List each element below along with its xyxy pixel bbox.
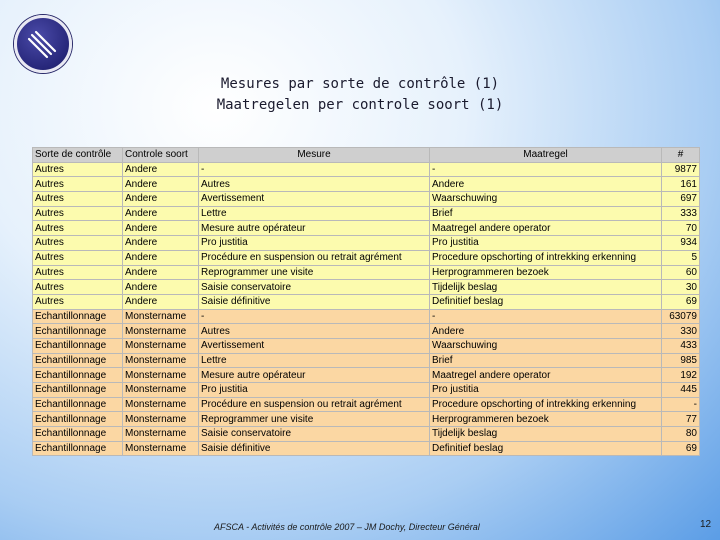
table-row	[33, 221, 700, 236]
cell-count: 697	[662, 192, 700, 207]
cell-maatregel: Herprogrammeren bezoek	[430, 412, 662, 427]
cell-mesure: Reprogrammer une visite	[199, 412, 430, 427]
cell-controle-soort: Monstername	[123, 338, 199, 353]
cell-mesure: Autres	[199, 177, 430, 192]
cell-count: 192	[662, 368, 700, 383]
cell-controle-soort: Monstername	[123, 397, 199, 412]
cell-sorte-controle: Echantillonnage	[33, 397, 123, 412]
cell-maatregel: Procedure opschorting of intrekking erkenning	[430, 397, 662, 412]
cell-sorte-controle: Autres	[33, 206, 123, 221]
cell-mesure: Procédure en suspension ou retrait agrément	[199, 250, 430, 265]
slide-title-fr: Mesures par sorte de contrôle (1)	[220, 76, 500, 92]
table-row	[33, 236, 700, 251]
table-row	[33, 368, 700, 383]
cell-maatregel: Tijdelijk beslag	[430, 280, 662, 295]
table-row	[33, 441, 700, 456]
cell-controle-soort: Andere	[123, 236, 199, 251]
cell-mesure: Pro justitia	[199, 236, 430, 251]
cell-count: 433	[662, 338, 700, 353]
cell-sorte-controle: Echantillonnage	[33, 338, 123, 353]
cell-maatregel: Waarschuwing	[430, 338, 662, 353]
cell-controle-soort: Monstername	[123, 427, 199, 442]
cell-mesure: Autres	[199, 324, 430, 339]
cell-sorte-controle: Echantillonnage	[33, 368, 123, 383]
cell-count: 60	[662, 265, 700, 280]
cell-count: -	[662, 397, 700, 412]
cell-maatregel: Waarschuwing	[430, 192, 662, 207]
cell-maatregel: Herprogrammeren bezoek	[430, 265, 662, 280]
cell-controle-soort: Monstername	[123, 368, 199, 383]
cell-controle-soort: Andere	[123, 192, 199, 207]
cell-count: 63079	[662, 309, 700, 324]
cell-sorte-controle: Autres	[33, 177, 123, 192]
cell-maatregel: -	[430, 309, 662, 324]
cell-mesure: Saisie conservatoire	[199, 427, 430, 442]
cell-maatregel: Definitief beslag	[430, 441, 662, 456]
cell-count: 9877	[662, 162, 700, 177]
cell-count: 333	[662, 206, 700, 221]
cell-count: 69	[662, 441, 700, 456]
page-number: 12	[700, 519, 712, 530]
table-row	[33, 353, 700, 368]
cell-controle-soort: Andere	[123, 206, 199, 221]
measures-table	[32, 147, 700, 456]
cell-sorte-controle: Echantillonnage	[33, 309, 123, 324]
cell-maatregel: -	[430, 162, 662, 177]
cell-mesure: Reprogrammer une visite	[199, 265, 430, 280]
cell-mesure: Avertissement	[199, 192, 430, 207]
cell-mesure: -	[199, 309, 430, 324]
cell-controle-soort: Andere	[123, 221, 199, 236]
cell-maatregel: Maatregel andere operator	[430, 221, 662, 236]
cell-sorte-controle: Autres	[33, 162, 123, 177]
cell-controle-soort: Andere	[123, 280, 199, 295]
cell-sorte-controle: Echantillonnage	[33, 324, 123, 339]
cell-sorte-controle: Autres	[33, 192, 123, 207]
cell-maatregel: Andere	[430, 177, 662, 192]
table-row	[33, 177, 700, 192]
cell-controle-soort: Andere	[123, 294, 199, 309]
cell-count: 934	[662, 236, 700, 251]
logo-lines-icon	[17, 18, 69, 70]
cell-controle-soort: Monstername	[123, 324, 199, 339]
cell-count: 69	[662, 294, 700, 309]
cell-controle-soort: Andere	[123, 250, 199, 265]
cell-controle-soort: Andere	[123, 162, 199, 177]
cell-sorte-controle: Echantillonnage	[33, 353, 123, 368]
table-header-row	[33, 148, 700, 163]
cell-maatregel: Tijdelijk beslag	[430, 427, 662, 442]
table-row	[33, 412, 700, 427]
table-row	[33, 338, 700, 353]
header-controle-soort: Controle soort	[123, 148, 199, 163]
cell-maatregel: Brief	[430, 206, 662, 221]
cell-controle-soort: Monstername	[123, 412, 199, 427]
table-row	[33, 397, 700, 412]
cell-controle-soort: Monstername	[123, 441, 199, 456]
table-row	[33, 206, 700, 221]
cell-sorte-controle: Autres	[33, 250, 123, 265]
cell-sorte-controle: Autres	[33, 221, 123, 236]
cell-count: 70	[662, 221, 700, 236]
table-row	[33, 309, 700, 324]
cell-count: 445	[662, 383, 700, 398]
table-row	[33, 162, 700, 177]
cell-maatregel: Andere	[430, 324, 662, 339]
cell-sorte-controle: Echantillonnage	[33, 441, 123, 456]
cell-controle-soort: Monstername	[123, 383, 199, 398]
cell-count: 77	[662, 412, 700, 427]
header-maatregel: Maatregel	[430, 148, 662, 163]
footer-text: AFSCA - Activités de contrôle 2007 – JM Dochy, Directeur Général	[214, 522, 480, 532]
cell-count: 161	[662, 177, 700, 192]
header-count: #	[662, 148, 700, 163]
cell-sorte-controle: Autres	[33, 294, 123, 309]
table-row	[33, 383, 700, 398]
cell-mesure: Saisie conservatoire	[199, 280, 430, 295]
cell-count: 330	[662, 324, 700, 339]
cell-mesure: Saisie définitive	[199, 294, 430, 309]
table-row	[33, 265, 700, 280]
afsca-logo	[14, 15, 72, 73]
cell-count: 80	[662, 427, 700, 442]
table-row	[33, 192, 700, 207]
cell-sorte-controle: Echantillonnage	[33, 412, 123, 427]
cell-maatregel: Pro justitia	[430, 383, 662, 398]
cell-mesure: Saisie définitive	[199, 441, 430, 456]
cell-sorte-controle: Echantillonnage	[33, 427, 123, 442]
cell-mesure: Avertissement	[199, 338, 430, 353]
cell-sorte-controle: Autres	[33, 280, 123, 295]
cell-maatregel: Maatregel andere operator	[430, 368, 662, 383]
cell-mesure: Pro justitia	[199, 383, 430, 398]
table-row	[33, 250, 700, 265]
table-row	[33, 294, 700, 309]
cell-sorte-controle: Autres	[33, 265, 123, 280]
cell-mesure: Mesure autre opérateur	[199, 221, 430, 236]
cell-controle-soort: Andere	[123, 177, 199, 192]
table-row	[33, 324, 700, 339]
cell-maatregel: Brief	[430, 353, 662, 368]
cell-sorte-controle: Autres	[33, 236, 123, 251]
cell-count: 5	[662, 250, 700, 265]
cell-maatregel: Procedure opschorting of intrekking erkenning	[430, 250, 662, 265]
header-sorte-controle: Sorte de contrôle	[33, 148, 123, 163]
cell-mesure: Lettre	[199, 206, 430, 221]
cell-controle-soort: Andere	[123, 265, 199, 280]
cell-mesure: Mesure autre opérateur	[199, 368, 430, 383]
cell-mesure: -	[199, 162, 430, 177]
cell-mesure: Procédure en suspension ou retrait agrément	[199, 397, 430, 412]
cell-sorte-controle: Echantillonnage	[33, 383, 123, 398]
cell-mesure: Lettre	[199, 353, 430, 368]
cell-maatregel: Definitief beslag	[430, 294, 662, 309]
header-mesure: Mesure	[199, 148, 430, 163]
cell-count: 985	[662, 353, 700, 368]
cell-maatregel: Pro justitia	[430, 236, 662, 251]
cell-controle-soort: Monstername	[123, 309, 199, 324]
cell-count: 30	[662, 280, 700, 295]
slide-title-nl: Maatregelen per controle soort (1)	[216, 97, 504, 113]
table-row	[33, 427, 700, 442]
cell-controle-soort: Monstername	[123, 353, 199, 368]
table-row	[33, 280, 700, 295]
